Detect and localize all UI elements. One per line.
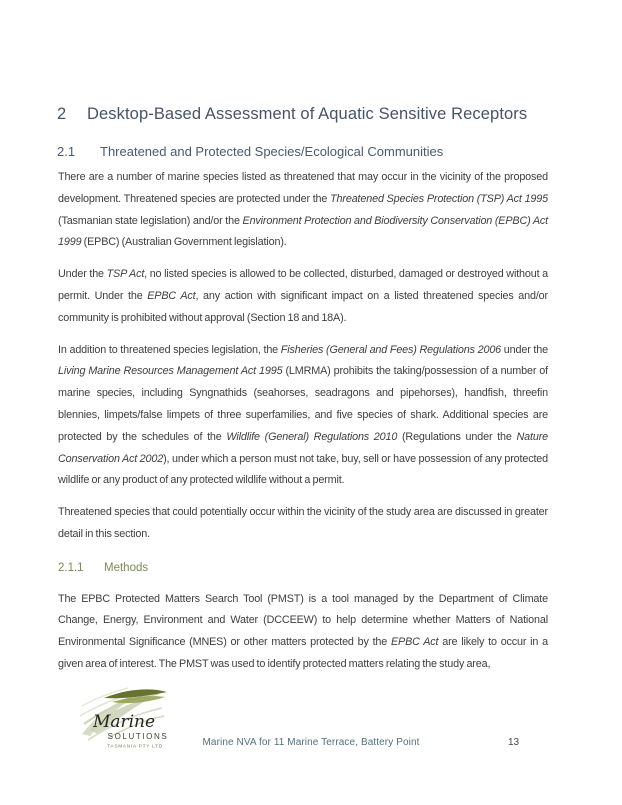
methods-heading-title: Methods xyxy=(104,561,149,574)
section-number: 2 xyxy=(57,105,67,123)
page-number: 13 xyxy=(508,737,520,748)
section-heading xyxy=(57,105,527,124)
subsection-number: 2.1 xyxy=(57,144,76,159)
subsection-title: Threatened and Protected Species/Ecological Communities xyxy=(100,144,444,159)
section-title: Desktop-Based Assessment of Aquatic Sensitive Receptors xyxy=(87,105,528,123)
logo-tasmania-text: TASMANIA PTY LTD xyxy=(107,744,163,750)
subsection-heading xyxy=(57,144,443,159)
logo-solutions-text: SOLUTIONS xyxy=(107,732,169,741)
methods-heading xyxy=(58,558,548,580)
body-text-column xyxy=(58,167,548,676)
logo-marine-text: Marine xyxy=(92,712,156,732)
paragraph: Under the TSP Act, no listed species is allowed to be collected, disturbed, damaged or destroyed without a permit. Under the EPBC Act, any action with significant impact on a listed threatened species and/or community is prohibited without approval (Section 18 and 18A). xyxy=(58,268,548,324)
footer-document-title: Marine NVA for 11 Marine Terrace, Battery Point xyxy=(202,737,420,748)
paragraph: Threatened species that could potentially occur within the vicinity of the study area are discussed in greater detail in this section. xyxy=(58,506,548,540)
paragraph: The EPBC Protected Matters Search Tool (PMST) is a tool managed by the Department of Climate Change, Energy, Environment and Water (DCCEEW) to help determine whether Matters of National Environmental Significance (MNES) or other matters protected by the EPBC Act are likely to occur in a given area of interest. The PMST was used to identify protected matters relating the study area, xyxy=(58,592,548,670)
paragraph: There are a number of marine species listed as threatened that may occur in the vicinity of the proposed development. Threatened species are protected under the Threatened Species Protection (TSP) Act 1995 (Tasmanian state legislation) and/or the Environment Protection and Biodiversity Conservation (EPBC) Act 1999 (EPBC) (Australian Government legislation). xyxy=(58,171,548,249)
paragraph: In addition to threatened species legislation, the Fisheries (General and Fees) Regulations 2006 under the Living Marine Resources Management Act 1995 (LMRMA) prohibits the taking/possession of a number of marine species, including Syngnathids (seahorses, seadragons and pipehorses), handfish, threefin blennies, limpets/false limpets of three superfamilies, and five species of shark. Additional species are protected by the schedules of the Wildlife (General) Regulations 2010 (Regulations under the Nature Conservation Act 2002), under which a person must not take, buy, sell or have possession of any protected wildlife or any product of any protected wildlife without a permit. xyxy=(58,343,549,487)
methods-heading-number: 2.1.1 xyxy=(58,561,84,574)
